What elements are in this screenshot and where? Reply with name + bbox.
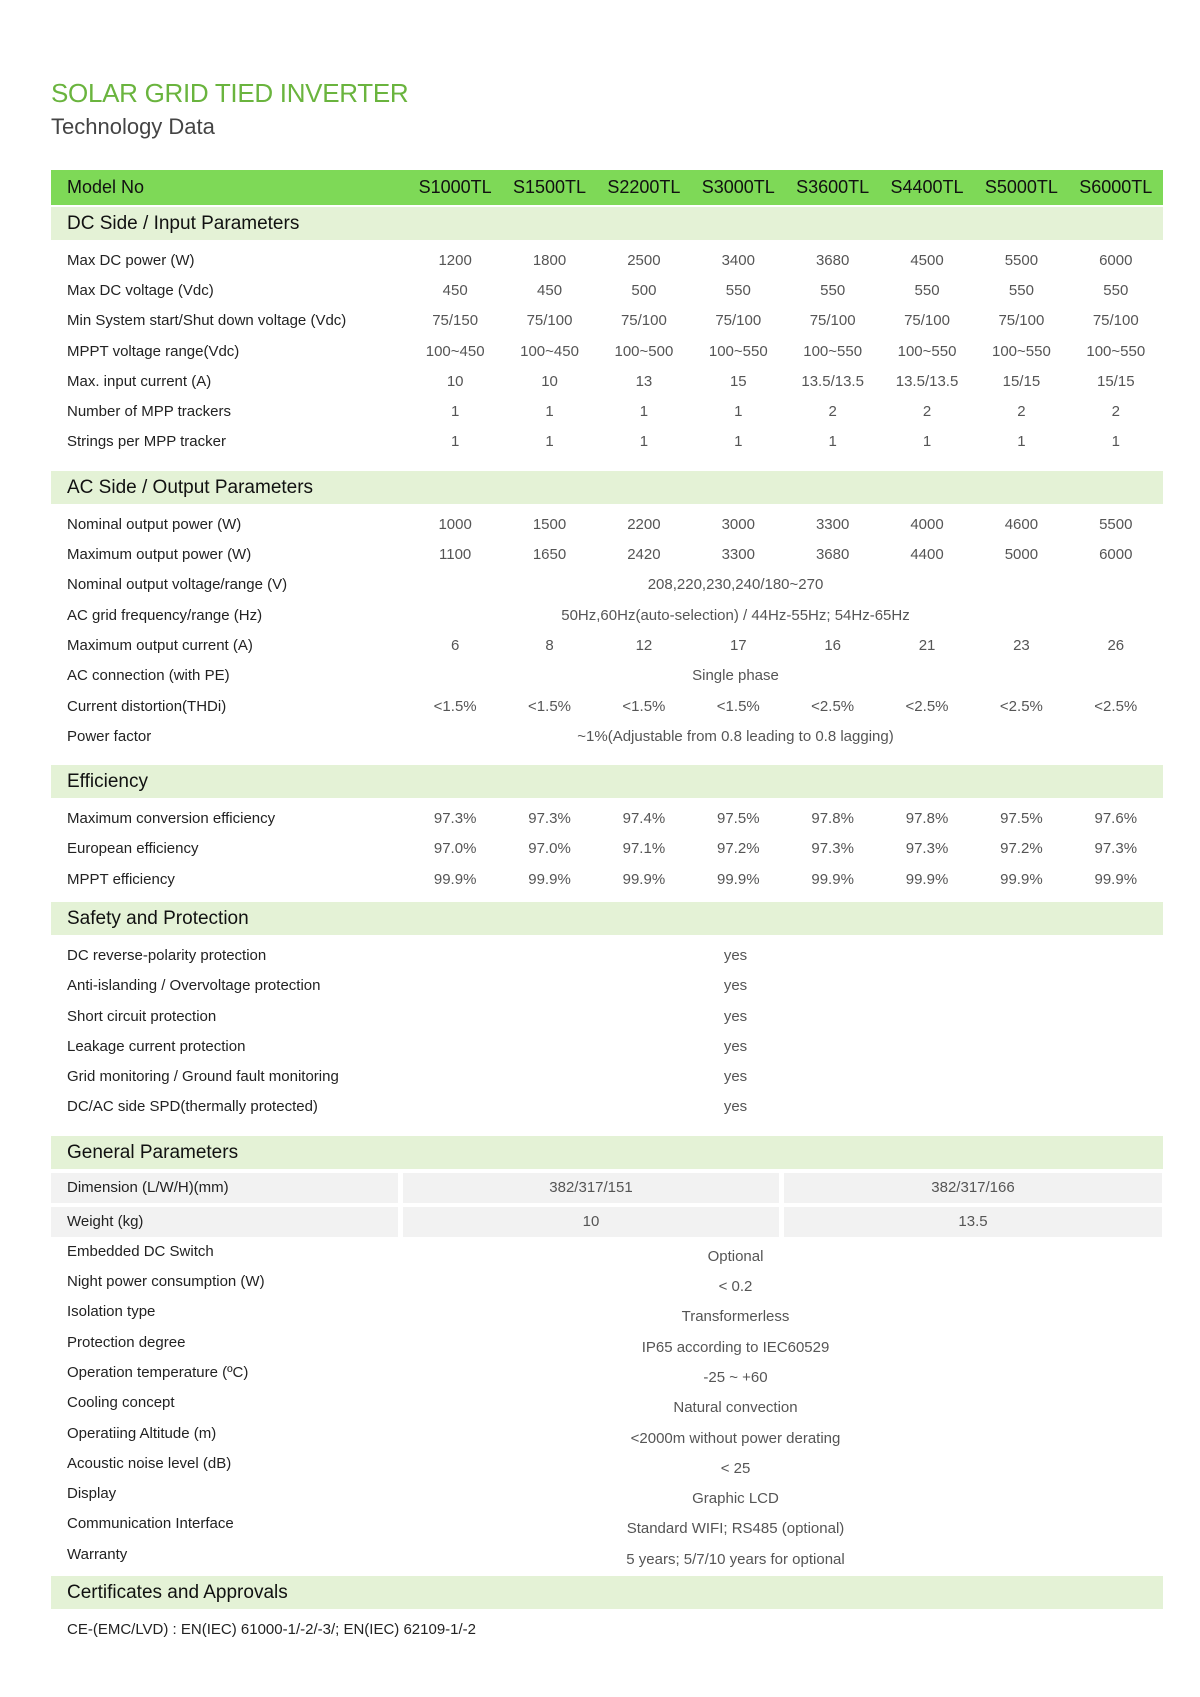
table-row: [51, 1031, 1163, 1061]
table-row: [51, 570, 1163, 600]
row-value-merged: IP65 according to IEC60529: [641, 1338, 830, 1356]
row-value: 97.8%: [905, 810, 949, 828]
row-value: <2.5%: [1094, 697, 1138, 715]
row-label: Night power consumption (W): [67, 1273, 265, 1291]
section-header: General Parameters: [51, 1136, 1163, 1169]
row-label: Cooling concept: [67, 1394, 175, 1412]
table-row: [51, 630, 1163, 660]
row-value-merged: < 0.2: [718, 1278, 753, 1296]
model-column-header: S1000TL: [418, 177, 492, 197]
model-column-header: S4400TL: [890, 177, 964, 197]
row-label: Nominal output power (W): [67, 515, 242, 533]
row-label: Max DC power (W): [67, 251, 195, 269]
row-value-merged: 5 years; 5/7/10 years for optional: [626, 1550, 845, 1568]
row-value: 97.0%: [433, 840, 477, 858]
row-label: DC/AC side SPD(thermally protected): [67, 1098, 318, 1116]
table-row: [51, 1544, 1163, 1574]
row-value: 4400: [910, 546, 944, 564]
table-row: [51, 396, 1163, 426]
row-value: 1: [1111, 433, 1120, 451]
table-row: [51, 539, 1163, 569]
table-row: [51, 721, 1163, 751]
row-value: 97.3%: [1094, 840, 1138, 858]
row-value-merged: Transformerless: [681, 1308, 790, 1326]
row-value: 13.5/13.5: [801, 372, 864, 390]
row-value-merged: yes: [723, 946, 748, 964]
row-value-merged: yes: [723, 1037, 748, 1055]
row-value: 3000: [721, 515, 755, 533]
row-value: 12: [635, 636, 653, 654]
table-row: [51, 940, 1163, 970]
row-value: 75/100: [904, 312, 950, 330]
row-value-merged: -25 ~ +60: [703, 1368, 768, 1386]
row-value: 99.9%: [905, 870, 949, 888]
row-value: 10: [541, 372, 558, 390]
row-value: 15/15: [1097, 372, 1135, 390]
table-row: [51, 1173, 1163, 1203]
row-value: 2500: [627, 251, 661, 269]
row-label: Min System start/Shut down voltage (Vdc): [67, 312, 347, 330]
table-row: [51, 1062, 1163, 1092]
table-row: [51, 971, 1163, 1001]
row-value-group: 382/317/166: [784, 1173, 1162, 1203]
row-value: 1200: [438, 251, 472, 269]
row-value-merged: yes: [723, 977, 748, 995]
table-row: [51, 1332, 1163, 1362]
row-label: MPPT efficiency: [67, 870, 175, 888]
row-label: Current distortion(THDi): [67, 697, 227, 715]
row-value: 450: [537, 281, 563, 299]
row-value: 1500: [532, 515, 567, 533]
table-row: [51, 1514, 1163, 1544]
row-value-merged: ~1%(Adjustable from 0.8 leading to 0.8 lagging): [577, 727, 894, 745]
row-value: 75/100: [526, 312, 573, 330]
row-label: Max. input current (A): [67, 372, 212, 390]
table-row: [51, 509, 1163, 539]
row-value: 1: [828, 433, 837, 451]
document-title: SOLAR GRID TIED INVERTER: [51, 78, 409, 108]
row-value: 5000: [1004, 546, 1039, 564]
section-header: AC Side / Output Parameters: [51, 471, 1163, 504]
table-row: [51, 1484, 1163, 1514]
row-value: 99.9%: [811, 870, 854, 888]
row-value: 97.1%: [622, 840, 666, 858]
row-value-merged: < 25: [720, 1459, 751, 1477]
row-value: 75/100: [1092, 312, 1139, 330]
row-value: 6000: [1099, 251, 1133, 269]
table-row: [51, 1302, 1163, 1332]
row-label: Strings per MPP tracker: [67, 433, 226, 451]
row-value: <1.5%: [433, 697, 477, 715]
row-value: 15/15: [1002, 372, 1041, 390]
section-header-certificates: Certificates and Approvals: [51, 1576, 1163, 1609]
row-value: 3680: [815, 251, 850, 269]
row-value: 3680: [815, 546, 850, 564]
table-row: [51, 1393, 1163, 1423]
row-label: Leakage current protection: [67, 1037, 246, 1055]
row-value: 8: [545, 636, 554, 654]
row-value: 6000: [1099, 546, 1133, 564]
table-row: [51, 1271, 1163, 1301]
model-column-header: S5000TL: [984, 177, 1058, 197]
row-value-merged: Standard WIFI; RS485 (optional): [626, 1520, 845, 1538]
row-value: 100~550: [803, 342, 863, 360]
table-row: [51, 245, 1163, 275]
row-value: 97.5%: [1000, 810, 1043, 828]
table-row: [51, 336, 1163, 366]
row-value: 99.9%: [717, 870, 760, 888]
row-value: 1: [734, 433, 743, 451]
model-column-header: S3000TL: [701, 177, 775, 197]
row-label: Protection degree: [67, 1333, 186, 1351]
row-label: Acoustic noise level (dB): [67, 1454, 232, 1472]
row-value: 97.8%: [811, 810, 854, 828]
row-label: Maximum output power (W): [67, 546, 252, 564]
row-value: 6: [450, 636, 460, 654]
row-value: 21: [918, 636, 936, 654]
table-row: [51, 1207, 1163, 1237]
row-value: 500: [631, 281, 657, 299]
spec-table: [51, 170, 1163, 1638]
row-value: 450: [442, 281, 468, 299]
row-label: Embedded DC Switch: [67, 1242, 214, 1260]
row-label: Display: [67, 1485, 117, 1503]
row-value: 16: [824, 636, 841, 654]
table-row: [51, 1001, 1163, 1031]
table-row: [51, 306, 1163, 336]
section-spacer: [51, 751, 1163, 763]
table-row: [51, 600, 1163, 630]
row-value: <2.5%: [811, 697, 855, 715]
row-value: 1: [450, 403, 460, 421]
section-spacer: [51, 457, 1163, 469]
row-value: 100~550: [897, 342, 957, 360]
row-value: 97.3%: [811, 840, 854, 858]
table-row: [51, 661, 1163, 691]
row-value: 550: [725, 281, 751, 299]
model-column-header: S6000TL: [1079, 177, 1153, 197]
row-value: 1: [639, 403, 649, 421]
table-row: [51, 834, 1163, 864]
section-header: Efficiency: [51, 765, 1163, 798]
row-value-merged: Natural convection: [673, 1399, 798, 1417]
row-value: 1: [922, 433, 932, 451]
row-value: 100~500: [614, 342, 674, 360]
row-value: 97.6%: [1094, 810, 1138, 828]
row-value: 1: [545, 433, 554, 451]
row-label: Power factor: [67, 727, 152, 745]
row-label: Isolation type: [67, 1303, 156, 1321]
row-value: 97.3%: [905, 840, 949, 858]
row-value: 75/100: [809, 312, 856, 330]
row-value: <1.5%: [528, 697, 571, 715]
row-value: 97.5%: [717, 810, 760, 828]
row-value: 1: [1017, 433, 1026, 451]
row-value: 99.9%: [1000, 870, 1043, 888]
row-value: 97.2%: [1000, 840, 1043, 858]
table-row: [51, 864, 1163, 894]
row-label: Number of MPP trackers: [67, 403, 231, 421]
row-value: 17: [729, 636, 747, 654]
row-value: 75/100: [998, 312, 1045, 330]
row-value: 2: [1017, 403, 1026, 421]
row-value: 75/150: [432, 312, 479, 330]
row-value-merged: Single phase: [692, 667, 779, 685]
row-value: 4600: [1004, 515, 1039, 533]
row-value: 1800: [532, 251, 567, 269]
row-value: 100~550: [1086, 342, 1146, 360]
row-label: European efficiency: [67, 840, 199, 858]
row-label: Max DC voltage (Vdc): [67, 281, 214, 299]
row-label: Anti-islanding / Overvoltage protection: [67, 977, 321, 995]
row-label: AC connection (with PE): [67, 667, 230, 685]
table-row: [51, 1241, 1163, 1271]
row-value-merged: 208,220,230,240/180~270: [647, 576, 824, 594]
section-header: DC Side / Input Parameters: [51, 207, 1163, 240]
row-label: Maximum output current (A): [67, 636, 253, 654]
table-row: [51, 803, 1163, 833]
row-value: 1: [450, 433, 460, 451]
table-row: [51, 1423, 1163, 1453]
row-value: 3300: [721, 546, 755, 564]
row-value: 550: [820, 281, 846, 299]
row-value-merged: yes: [723, 1007, 748, 1025]
row-label: Communication Interface: [67, 1515, 234, 1533]
row-value: 99.9%: [528, 870, 571, 888]
row-value: 3300: [815, 515, 850, 533]
row-value: 100~550: [708, 342, 768, 360]
row-value: 4500: [910, 251, 944, 269]
model-column-header: S1500TL: [513, 177, 587, 197]
row-value: 97.2%: [717, 840, 760, 858]
row-value: 4000: [910, 515, 944, 533]
row-value: 5500: [1099, 515, 1133, 533]
row-label: Maximum conversion efficiency: [67, 810, 276, 828]
row-value: 23: [1013, 636, 1030, 654]
row-value: 3400: [721, 251, 755, 269]
table-row: [51, 366, 1163, 396]
row-value-merged: yes: [723, 1098, 748, 1116]
row-value: 2: [1111, 403, 1120, 421]
model-header-row: [51, 170, 1163, 205]
row-label: Nominal output voltage/range (V): [67, 576, 288, 594]
model-column-header: S2200TL: [607, 177, 681, 197]
row-value-group: 13.5: [784, 1207, 1162, 1237]
document-subtitle: Technology Data: [51, 114, 215, 139]
row-value: 26: [1107, 636, 1125, 654]
row-value: 5500: [1004, 251, 1039, 269]
row-value-group: 10: [403, 1207, 779, 1237]
model-no-label: Model No: [67, 177, 145, 197]
row-value: <2.5%: [905, 697, 949, 715]
row-value: 2420: [627, 546, 661, 564]
row-value: 13: [635, 372, 653, 390]
row-value: 97.0%: [528, 840, 571, 858]
row-label: AC grid frequency/range (Hz): [67, 606, 263, 624]
row-label: Warranty: [67, 1545, 128, 1563]
section-spacer: [51, 1122, 1163, 1134]
section-spacer: [51, 894, 1163, 900]
row-label: Weight (kg): [51, 1207, 398, 1237]
row-label: MPPT voltage range(Vdc): [67, 342, 240, 360]
row-value-merged: Optional: [707, 1247, 764, 1265]
row-value-merged: yes: [723, 1068, 748, 1086]
table-row: [51, 1092, 1163, 1122]
row-value: 97.3%: [528, 810, 571, 828]
table-row: [51, 691, 1163, 721]
row-value: 100~450: [520, 342, 579, 360]
row-value: <2.5%: [999, 697, 1043, 715]
row-value: 97.4%: [622, 810, 666, 828]
row-value: 1100: [439, 546, 472, 564]
row-value: 99.9%: [433, 870, 477, 888]
row-value: <1.5%: [716, 697, 760, 715]
row-value-group: 382/317/151: [403, 1173, 779, 1203]
row-value: 1: [734, 403, 743, 421]
row-label: Dimension (L/W/H)(mm): [51, 1173, 398, 1203]
row-value: 99.9%: [622, 870, 666, 888]
row-value: 100~450: [425, 342, 485, 360]
row-value: 75/100: [620, 312, 667, 330]
row-value: 1: [639, 433, 649, 451]
row-value: 99.9%: [1094, 870, 1138, 888]
row-label: Grid monitoring / Ground fault monitoring: [67, 1068, 339, 1086]
row-value: 13.5/13.5: [895, 372, 959, 390]
row-value-merged: <2000m without power derating: [630, 1429, 841, 1447]
table-row: [51, 1362, 1163, 1392]
row-value: 550: [1103, 281, 1129, 299]
spec-sections: [51, 207, 1163, 1574]
row-label: Operatiing Altitude (m): [67, 1424, 217, 1442]
row-value: 1: [545, 403, 554, 421]
row-value-merged: 50Hz,60Hz(auto-selection) / 44Hz-55Hz; 54Hz-65Hz: [561, 606, 910, 624]
row-value: 1650: [532, 546, 567, 564]
table-row: [51, 1453, 1163, 1483]
row-value: 2200: [627, 515, 661, 533]
row-value: 550: [914, 281, 940, 299]
row-value: 2: [828, 403, 837, 421]
certificates-text: CE-(EMC/LVD) : EN(IEC) 61000-1/-2/-3/; EN(IEC) 62109-1/-2: [67, 1621, 477, 1639]
row-value: 97.3%: [433, 810, 477, 828]
row-label: Operation temperature (ºC): [67, 1363, 249, 1381]
row-value: 15: [729, 372, 747, 390]
row-value: 10: [446, 372, 464, 390]
table-row: [51, 427, 1163, 457]
table-row: [51, 275, 1163, 305]
section-header: Safety and Protection: [51, 902, 1163, 935]
row-value: 550: [1008, 281, 1034, 299]
row-value: <1.5%: [622, 697, 666, 715]
row-value: 100~550: [991, 342, 1051, 360]
model-column-header: S3600TL: [796, 177, 870, 197]
row-value-merged: Graphic LCD: [692, 1490, 779, 1508]
row-label: DC reverse-polarity protection: [67, 946, 267, 964]
row-value: 2: [922, 403, 932, 421]
row-label: Short circuit protection: [67, 1007, 217, 1025]
row-value: 1000: [438, 515, 472, 533]
row-value: 75/100: [715, 312, 762, 330]
